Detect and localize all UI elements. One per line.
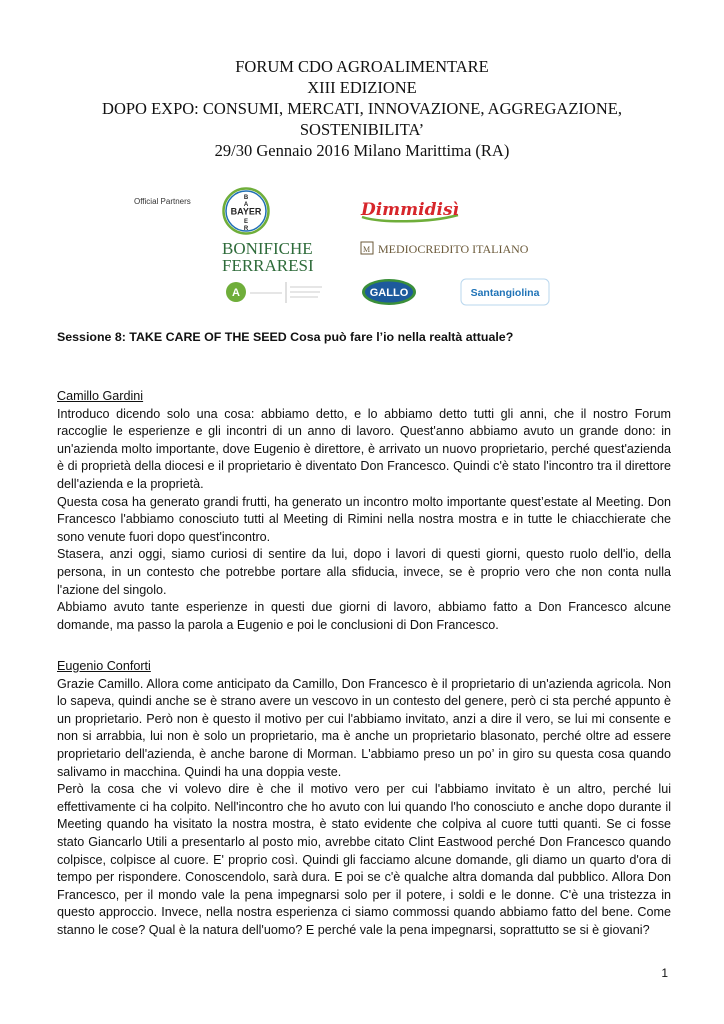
paragraph: Abbiamo avuto tante esperienze in questi due giorni di lavoro, abbiamo fatto a Don Francesco alcune domande, ma passo la parola a Eugenio e poi le conclusioni di Don Francesco. bbox=[57, 600, 671, 632]
svg-text:MEDIOCREDITO ITALIANO: MEDIOCREDITO ITALIANO bbox=[378, 242, 529, 256]
title-line-4: SOSTENIBILITA’ bbox=[299, 120, 425, 139]
title-line-1: FORUM CDO AGROALIMENTARE bbox=[235, 57, 489, 76]
paragraph: Però la cosa che vi volevo dire è che il motivo vero per cui l'abbiamo invitato è un altro, perché lui effettivamente ci ha colpito. Nell'incontro che ho avuto con lui quando l'ho conosciuto e anche dopo durante il Meeting quando ha visitato la nostra mostra, è stato evidente che colpiva al cuore tutti quanti. Se ci fosse stato Giancarlo Utili a presentarlo al posto mio, avrebbe citato Clint Eastwood perché Don Francesco quando colpisce, colpisce al cuore. E' proprio così. Quindi gli facciamo alcune domande, gli diamo un quarto d'ora di tempo per rispondere. Conoscendolo, sarà dura. E poi se c'è qualche altra domanda dal pubblico. Allora Don Francesco, per il mondo vale la pena impegnarsi solo per il potere, i soldi e le donne. C'è una tristezza in questo approccio. Invece, nella nostra esperienza ci siamo commossi quando abbiamo fatto del bene. Come stanno le cose? Qual è la natura dell'uomo? E perché vale la pena impegnarsi, soprattutto se si è giovani? bbox=[57, 782, 671, 937]
bayer-logo bbox=[222, 187, 270, 235]
title-line-5: 29/30 Gennaio 2016 Milano Marittima (RA) bbox=[214, 141, 510, 160]
svg-text:B: B bbox=[243, 195, 249, 201]
speaker-section-2 bbox=[57, 658, 671, 940]
gallo-logo bbox=[360, 277, 418, 307]
svg-text:E: E bbox=[243, 219, 249, 225]
mediocredito-logo bbox=[360, 239, 550, 259]
dimmidisi-logo bbox=[360, 197, 460, 223]
svg-text:Dimmidisì: Dimmidisì bbox=[360, 200, 460, 220]
small-partner-logo bbox=[222, 279, 332, 307]
bonifiche-ferraresi-logo bbox=[222, 239, 326, 273]
svg-text:M: M bbox=[363, 245, 371, 254]
title-line-3: DOPO EXPO: CONSUMI, MERCATI, INNOVAZIONE, AGGREGAZIONE, bbox=[102, 99, 622, 118]
paragraph: Grazie Camillo. Allora come anticipato da Camillo, Don Francesco è il proprietario di un'azienda agricola. Non lo sapeva, quindi anche se è strano avere un vescovo in un contesto del genere, però ci sta perché appunto è un proprietario. Però non è questo il motivo per cui l'abbiamo invitato, anzi a dire il vero, se lui mi consente e non si arrabbia, lui non è solo un proprietario, ma è anche un proprietario blasonato, perché oltre ad essere proprietario dell'azienda, è anche barone di Morman. L'abbiamo preso un po’ in giro su questa cosa quando salivamo in macchina. Quindi ha una doppia veste. bbox=[57, 676, 671, 779]
paragraph: Introduco dicendo solo una cosa: abbiamo detto, e lo abbiamo detto tutti gli anni, che il nostro Forum raccoglie le esperienze e gli incontri di un anno di lavoro. Quest'anno abbiamo avuto un grande dono: in un'azienda molto importante, dove Eugenio è direttore, è arrivato un nuovo proprietario, perché quest'azienda è di proprietà della diocesi e il proprietario è diventato Don Francesco. Quindi c'è stato l'incontro tra il direttore dell'azienda e la proprietà. bbox=[57, 406, 671, 491]
svg-text:BONIFICHE: BONIFICHE bbox=[222, 239, 313, 258]
svg-text:A: A bbox=[243, 202, 249, 208]
session-title: Sessione 8: TAKE CARE OF THE SEED Cosa può fare l’io nella realtà attuale? bbox=[57, 330, 514, 344]
page-number: 1 bbox=[661, 966, 668, 980]
paragraph: Stasera, anzi oggi, siamo curiosi di sentire da lui, dopo i lavori di questi giorni, questo ruolo dell'io, della persona, in un contesto che potrebbe portare alla sfiducia, invece, se è proprio vero che non conta nulla l'azione del singolo. bbox=[57, 547, 671, 597]
speaker-section-1 bbox=[57, 388, 671, 634]
partners-label: Official Partners bbox=[134, 197, 191, 206]
title-line-2: XIII EDIZIONE bbox=[307, 78, 417, 97]
svg-text:A: A bbox=[232, 287, 240, 299]
svg-text:BAYER: BAYER bbox=[230, 206, 262, 217]
svg-text:GALLO: GALLO bbox=[369, 287, 409, 299]
document-title bbox=[60, 56, 664, 161]
svg-text:FERRARESI: FERRARESI bbox=[222, 256, 314, 273]
speaker-name: Eugenio Conforti bbox=[57, 659, 151, 673]
svg-text:R: R bbox=[243, 226, 249, 232]
svg-text:Santangiolina: Santangiolina bbox=[470, 287, 540, 299]
partners-logos bbox=[130, 185, 560, 315]
santangiolina-logo bbox=[460, 277, 550, 307]
paragraph: Questa cosa ha generato grandi frutti, ha generato un incontro molto importante quest’estate al Meeting. Don Francesco l'abbiamo conosciuto tutti al Meeting di Rimini nella nostra mostra e in tutte le chiacchierate che sono venute fuori dopo quest'incontro. bbox=[57, 494, 671, 544]
speaker-name: Camillo Gardini bbox=[57, 389, 144, 403]
